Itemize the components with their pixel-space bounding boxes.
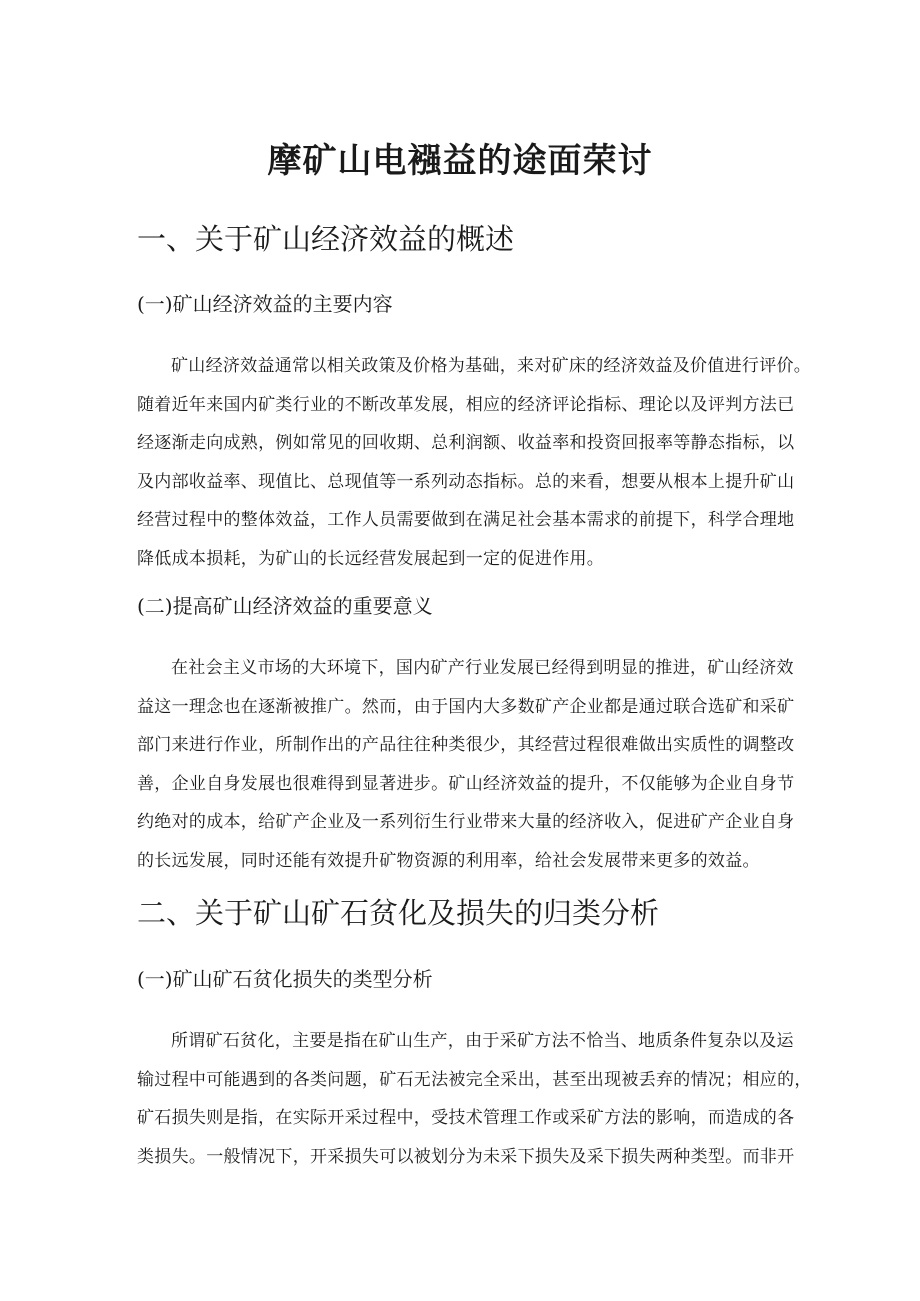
paragraph-line: 的长远发展，同时还能有效提升矿物资源的利用率，给社会发展带来更多的效益。 — [137, 850, 760, 871]
section-1-2-paragraph — [137, 649, 795, 881]
paragraph-line: 善，企业自身发展也很难得到显著进步。矿山经济效益的提升，不仅能够为企业自身节 — [137, 773, 795, 794]
section-1-1-heading: (一)矿山经济效益的主要内容 — [137, 292, 393, 316]
section-1-1-paragraph — [137, 347, 812, 579]
section-1-2-heading: (二)提高矿山经济效益的重要意义 — [137, 594, 433, 618]
paragraph-line: 约绝对的成本，给矿产企业及一系列衍生行业带来大量的经济收入，促进矿产企业自身 — [137, 812, 795, 833]
paragraph-line: 输过程中可能遇到的各类问题，矿石无法被完全采出，甚至出现被丢弃的情况；相应的， — [137, 1069, 812, 1090]
paragraph-line: 经逐渐走向成熟，例如常见的回收期、总利润额、收益率和投资回报率等静态指标，以 — [137, 433, 795, 454]
paragraph-line: 益这一理念也在逐渐被推广。然而，由于国内大多数矿产企业都是通过联合选矿和采矿 — [137, 696, 795, 717]
section-1-heading: 一、关于矿山经济效益的概述 — [137, 222, 515, 256]
paragraph-line: 类损失。一般情况下，开采损失可以被划分为未采下损失及采下损失两种类型。而非开 — [137, 1146, 795, 1167]
paragraph-line: 矿山经济效益通常以相关政策及价格为基础，来对矿床的经济效益及价值进行评价。 — [171, 356, 812, 376]
paragraph-line: 经营过程中的整体效益，工作人员需要做到在满足社会基本需求的前提下，科学合理地 — [137, 510, 795, 531]
section-2-1-paragraph — [137, 1022, 812, 1176]
section-2-heading: 二、关于矿山矿石贫化及损失的归类分析 — [137, 896, 660, 930]
document-title: 摩矿山电襁益的途面荣讨 — [267, 141, 653, 181]
paragraph-line: 随着近年来国内矿类行业的不断改革发展，相应的经济评论指标、理论以及评判方法已 — [137, 394, 795, 415]
paragraph-line: 部门来进行作业，所制作出的产品往往种类很少，其经营过程很难做出实质性的调整改 — [137, 735, 795, 756]
section-2-1-heading: (一)矿山矿石贫化损失的类型分析 — [137, 967, 433, 991]
paragraph-line: 降低成本损耗，为矿山的长远经营发展起到一定的促进作用。 — [137, 548, 605, 569]
paragraph-line: 及内部收益率、现值比、总现值等一系列动态指标。总的来看，想要从根本上提升矿山 — [137, 471, 795, 492]
paragraph-line: 矿石损失则是指，在实际开采过程中，受技术管理工作或采矿方法的影响，而造成的各 — [137, 1108, 795, 1129]
paragraph-line: 所谓矿石贫化，主要是指在矿山生产，由于采矿方法不恰当、地质条件复杂以及运 — [171, 1031, 794, 1051]
paragraph-line: 在社会主义市场的大环境下，国内矿产行业发展已经得到明显的推进，矿山经济效 — [171, 658, 794, 678]
